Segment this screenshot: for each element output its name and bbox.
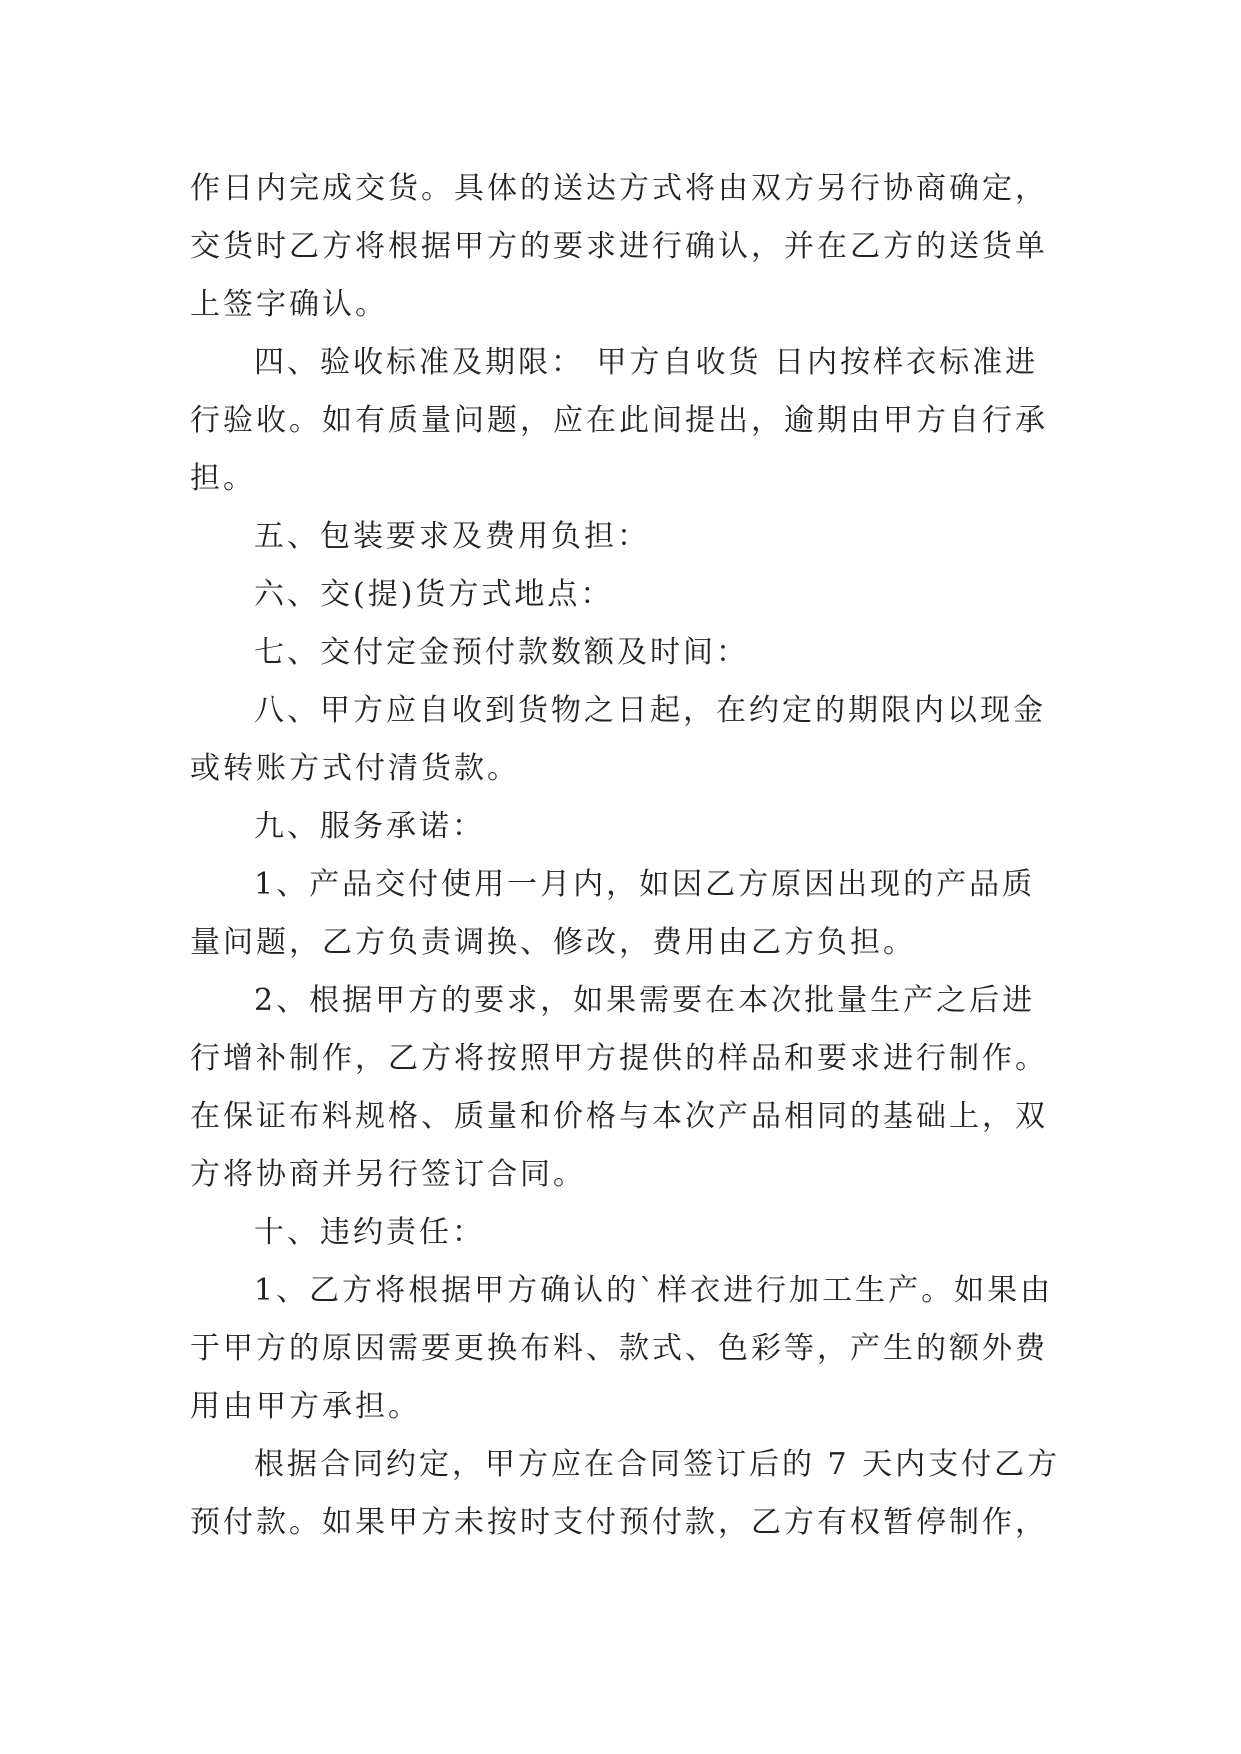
text-line: 作日内完成交货。具体的送达方式将由双方另行协商确定，: [190, 171, 1048, 206]
paragraph: [190, 682, 1060, 798]
paragraph: [190, 1262, 1060, 1436]
text-line: 上签字确认。: [190, 287, 388, 322]
text-line: 1、产品交付使用一月内，如因乙方原因出现的产品质: [254, 867, 1036, 902]
text-line: 五、包装要求及费用负担：: [254, 519, 650, 554]
paragraph: [190, 1204, 1060, 1262]
paragraph: [190, 160, 1060, 334]
text-line: 四、验收标准及期限： 甲方自收货 日内按样衣标准进: [254, 345, 1039, 380]
text-line: 于甲方的原因需要更换布料、款式、色彩等，产生的额外费: [190, 1331, 1048, 1366]
text-line: 担。: [190, 461, 256, 496]
text-line: 1、乙方将根据甲方确认的`样衣进行加工生产。如果由: [254, 1273, 1054, 1308]
paragraph: [190, 508, 1060, 566]
text-line: 或转账方式付清货款。: [190, 751, 520, 786]
text-line: 十、违约责任：: [254, 1215, 485, 1250]
paragraph: [190, 334, 1060, 508]
text-line: 根据合同约定，甲方应在合同签订后的 7 天内支付乙方: [254, 1447, 1061, 1482]
paragraph: [190, 856, 1060, 972]
document-body: [190, 160, 1060, 1552]
text-line: 预付款。如果甲方未按时支付预付款，乙方有权暂停制作，: [190, 1505, 1048, 1540]
text-line: 行验收。如有质量问题，应在此间提出，逾期由甲方自行承: [190, 403, 1048, 438]
text-line: 六、交(提)货方式地点：: [254, 577, 614, 612]
paragraph: [190, 624, 1060, 682]
paragraph: [190, 1436, 1060, 1552]
text-line: 交货时乙方将根据甲方的要求进行确认，并在乙方的送货单: [190, 229, 1048, 264]
paragraph: [190, 798, 1060, 856]
text-line: 七、交付定金预付款数额及时间：: [254, 635, 749, 670]
text-line: 九、服务承诺：: [254, 809, 485, 844]
text-line: 用由甲方承担。: [190, 1389, 421, 1424]
text-line: 行增补制作，乙方将按照甲方提供的样品和要求进行制作。: [190, 1041, 1048, 1076]
text-line: 在保证布料规格、质量和价格与本次产品相同的基础上，双: [190, 1099, 1048, 1134]
paragraph: [190, 972, 1060, 1204]
paragraph: [190, 566, 1060, 624]
text-line: 2、根据甲方的要求，如果需要在本次批量生产之后进: [254, 983, 1036, 1018]
text-line: 量问题，乙方负责调换、修改，费用由乙方负担。: [190, 925, 916, 960]
text-line: 八、甲方应自收到货物之日起，在约定的期限内以现金: [254, 693, 1046, 728]
text-line: 方将协商并另行签订合同。: [190, 1157, 586, 1192]
